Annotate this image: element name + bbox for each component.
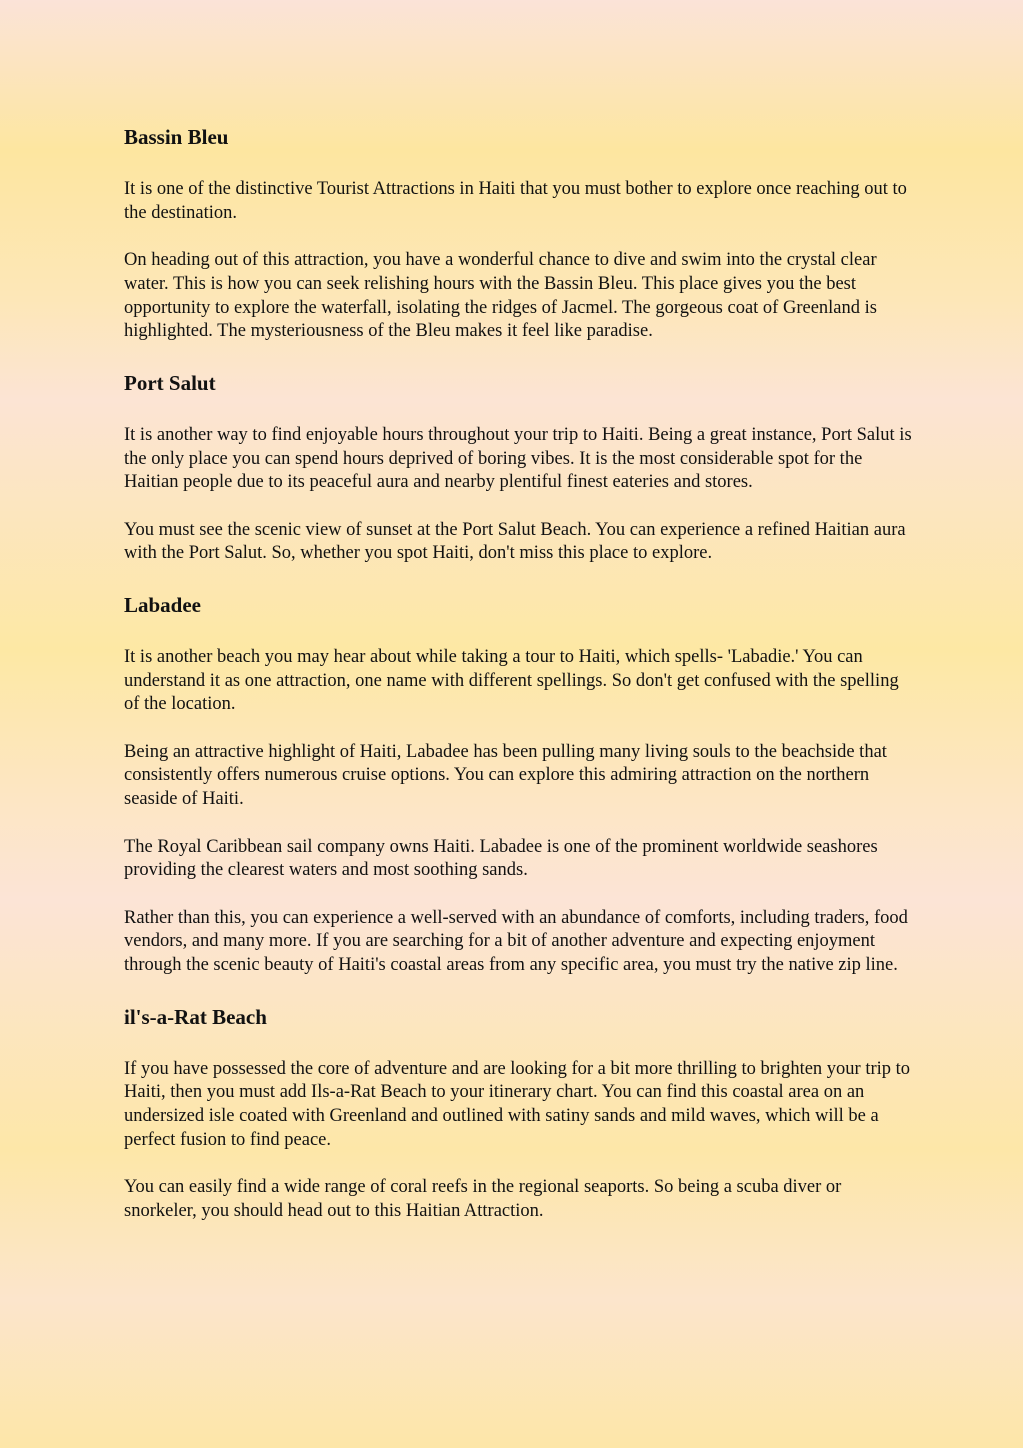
section-paragraph: The Royal Caribbean sail company owns Haiti. Labadee is one of the prominent worldwide seashores providing the clearest waters and most soothing sands.: [124, 836, 878, 881]
section-paragraph: On heading out of this attraction, you have a wonderful chance to dive and swim into the crystal clear water. This is how you can seek relishing hours with the Bassin Bleu. This place gives you the best opportunity to explore the waterfall, isolating the ridges of Jacmel. The gorgeous coat of Greenland is highlighted. The mysteriousness of the Bleu makes it feel like paradise.: [124, 250, 877, 342]
section-paragraph: You can easily find a wide range of coral reefs in the regional seaports. So being a scuba diver or snorkeler, you should head out to this Haitian Attraction.: [124, 1177, 842, 1222]
section-paragraph: If you have possessed the core of adventure and are looking for a bit more thrilling to brighten your trip to Haiti, then you must add Ils-a-Rat Beach to your itinerary chart. You can find this coastal area on an undersized isle coated with Greenland and outlined with satiny sands and mild waves, which will be a perfect fusion to find peace.: [124, 1058, 911, 1150]
section-labadee: [124, 590, 914, 978]
document-page: [124, 122, 914, 1247]
section-bassin-bleu: [124, 122, 914, 344]
section-heading: Bassin Bleu: [124, 125, 229, 149]
section-paragraph: It is one of the distinctive Tourist Attractions in Haiti that you must bother to explore once reaching out to the destination.: [124, 179, 907, 223]
section-heading: Labadee: [124, 592, 202, 617]
section-port-salut: [124, 368, 914, 566]
section-paragraph: Being an attractive highlight of Haiti, Labadee has been pulling many living souls to the beachside that consistently offers numerous cruise options. You can explore this admiring attraction on the northern seaside of Haiti.: [124, 741, 887, 810]
section-heading: il's-a-Rat Beach: [124, 1004, 267, 1029]
section-paragraph: It is another beach you may hear about while taking a tour to Haiti, which spells- 'Labadie.' You can understand it as one attraction, one name with different spellings. So don't get confused with the spelling of the location.: [124, 646, 899, 715]
section-paragraph: You must see the scenic view of sunset at the Port Salut Beach. You can experience a refined Haitian aura with the Port Salut. So, whether you spot Haiti, don't miss this place to explore.: [124, 519, 906, 564]
section-paragraph: It is another way to find enjoyable hours throughout your trip to Haiti. Being a great instance, Port Salut is the only place you can spend hours deprived of boring vibes. It is the most considerable spot for the Haitian people due to its peaceful aura and nearby plentiful finest eateries and stores.: [124, 424, 912, 493]
section-heading: Port Salut: [124, 370, 216, 395]
section-ils-a-rat-beach: [124, 1002, 914, 1224]
section-paragraph: Rather than this, you can experience a well-served with an abundance of comforts, including traders, food vendors, and many more. If you are searching for a bit of another adventure and expecting enjoyment through the scenic beauty of Haiti's coastal areas from any specific area, you must try the native zip line.: [124, 907, 908, 976]
